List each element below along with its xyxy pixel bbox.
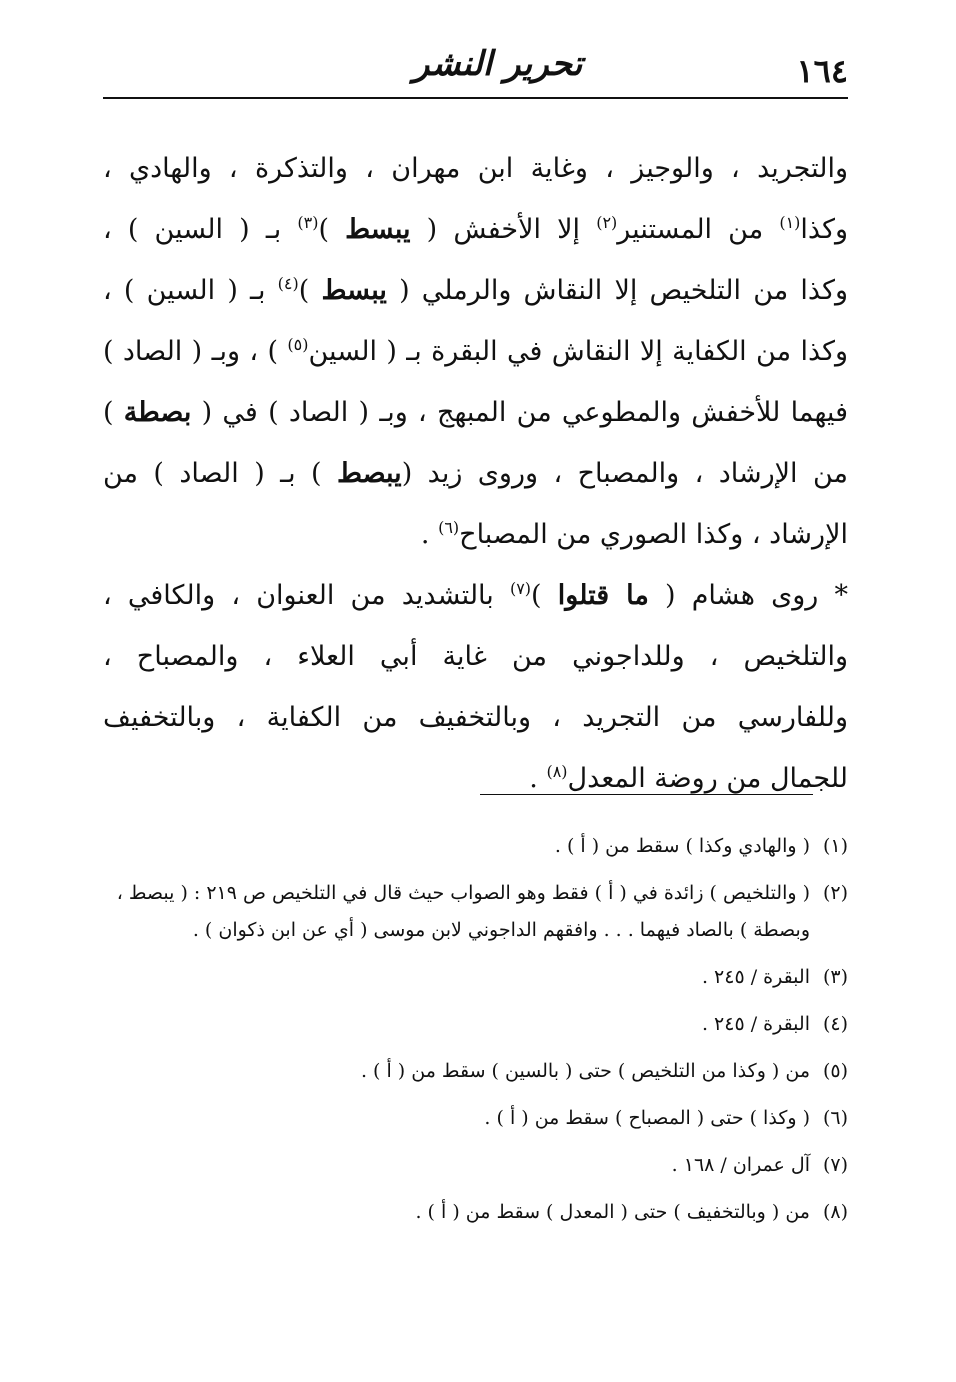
text-segment: فيهما للأخفش والمطوعي من المبهج ، وبـ ( الصاد ) في ( — [191, 397, 848, 428]
text-segment: من الإرشاد ، والمصباح ، وروى زيد ( — [401, 458, 848, 489]
footnote — [103, 959, 848, 996]
text-segment: ) — [531, 580, 558, 611]
footnote-number: (٥) — [822, 1060, 848, 1082]
text-segment: إلا الأخفش ( — [410, 214, 597, 245]
text-segment: . — [420, 519, 439, 550]
footnote-marker: (١) — [779, 213, 801, 232]
text-segment: ) ، وبـ ( الصاد ) — [103, 336, 288, 367]
text-line — [103, 565, 848, 626]
text-line — [103, 138, 848, 199]
text-segment: ) بـ ( الصاد ) من — [103, 458, 337, 489]
footnote-text: البقرة / ٢٤٥ . — [701, 966, 810, 988]
footnote-text: البقرة / ٢٤٥ . — [701, 1013, 810, 1035]
text-segment: ) — [318, 214, 346, 245]
footnote — [103, 1100, 848, 1137]
text-segment: والتجريد ، والوجيز ، وغاية ابن مهران ، والتذكرة ، والهادي ، — [103, 153, 848, 184]
text-segment: للجمال من روضة المعدل — [567, 763, 848, 794]
text-line — [103, 504, 848, 565]
page-header — [103, 38, 848, 98]
footnote-text: ( والهادي وكذا ) سقط من ( أ ) . — [554, 835, 810, 857]
footnote-number: (٤) — [822, 1013, 848, 1035]
quranic-word: بصطة — [123, 397, 192, 428]
footnote — [103, 828, 848, 865]
footnote — [103, 875, 848, 949]
text-line — [103, 687, 848, 748]
footnote-text: آل عمران / ١٦٨ . — [671, 1154, 810, 1176]
quranic-word: يبصط — [336, 458, 402, 489]
running-title: تحرير النشر — [413, 44, 583, 84]
text-segment: بـ ( السين ) ، — [103, 214, 298, 245]
text-segment: * روى هشام ( — [648, 580, 849, 611]
text-segment: وللفارسي من التجريد ، وبالتخفيف من الكفاية ، وبالتخفيف — [103, 702, 848, 733]
text-segment: من المستنير — [617, 214, 780, 245]
text-line — [103, 443, 848, 504]
footnote-text: ( والتلخيص ) زائدة في ( أ ) فقط وهو الصواب حيث قال في التلخيص ص ٢١٩ : ( يبصط ، وبصطة ) بالصاد فيهما . . . وافقهم الداجوني لابن موسى ( أي عن ابن ذكوان ) . — [116, 882, 810, 941]
quranic-word: يبسط — [321, 275, 387, 306]
footnote-number: (٣) — [822, 966, 848, 988]
quranic-word: يبسط — [345, 214, 411, 245]
footnote-number: (٦) — [822, 1107, 848, 1129]
text-segment: وكذا من التلخيص إلا النقاش والرملي ( — [386, 275, 848, 306]
text-segment: بـ ( السين ) ، — [103, 275, 278, 306]
text-segment: وكذا — [800, 214, 848, 245]
header-rule — [103, 97, 848, 99]
footnote-number: (٨) — [822, 1201, 848, 1223]
text-line — [103, 382, 848, 443]
footnote-marker: (٧) — [509, 579, 532, 598]
footnote — [103, 1194, 848, 1231]
quranic-word: ما قتلوا — [557, 580, 649, 611]
text-segment: ) — [298, 275, 322, 306]
text-line — [103, 199, 848, 260]
footnote-text: من ( وكذا من التلخيص ) حتى ( بالسين ) سقط من ( أ ) . — [360, 1060, 810, 1082]
text-segment: . — [529, 763, 547, 794]
footnote-marker: (٣) — [297, 213, 319, 232]
text-line — [103, 626, 848, 687]
footnote-marker: (٦) — [438, 518, 460, 537]
footnote-text: من ( وبالتخفيف ) حتى ( المعدل ) سقط من ( أ ) . — [415, 1201, 810, 1223]
text-segment: وكذا من الكفاية إلا النقاش في البقرة بـ ( السين — [308, 336, 849, 367]
page-number: ١٦٤ — [796, 52, 848, 90]
text-segment: والتلخيص ، وللداجوني من غاية أبي العلاء ، والمصباح ، — [103, 641, 848, 672]
footnote-marker: (٤) — [277, 274, 299, 293]
text-line — [103, 748, 848, 809]
text-segment: الإرشاد ، وكذا الصوري من المصباح — [459, 519, 848, 550]
footnote-marker: (٢) — [596, 213, 618, 232]
footnotes — [103, 828, 848, 1241]
footnote-marker: (٨) — [546, 762, 568, 781]
text-line — [103, 260, 848, 321]
footnote-number: (١) — [822, 835, 848, 857]
text-segment: بالتشديد من العنوان ، والكافي ، — [103, 580, 510, 611]
footnote — [103, 1053, 848, 1090]
footnote — [103, 1147, 848, 1184]
footnote-number: (٢) — [822, 882, 848, 904]
text-line — [103, 321, 848, 382]
footnote — [103, 1006, 848, 1043]
main-text — [103, 138, 848, 809]
footnote-marker: (٥) — [287, 335, 309, 354]
footnote-text: ( وكذا ) حتى ( المصباح ) سقط من ( أ ) . — [484, 1107, 810, 1129]
footnote-separator — [480, 794, 813, 795]
text-segment: ) — [103, 397, 124, 428]
footnote-number: (٧) — [822, 1154, 848, 1176]
